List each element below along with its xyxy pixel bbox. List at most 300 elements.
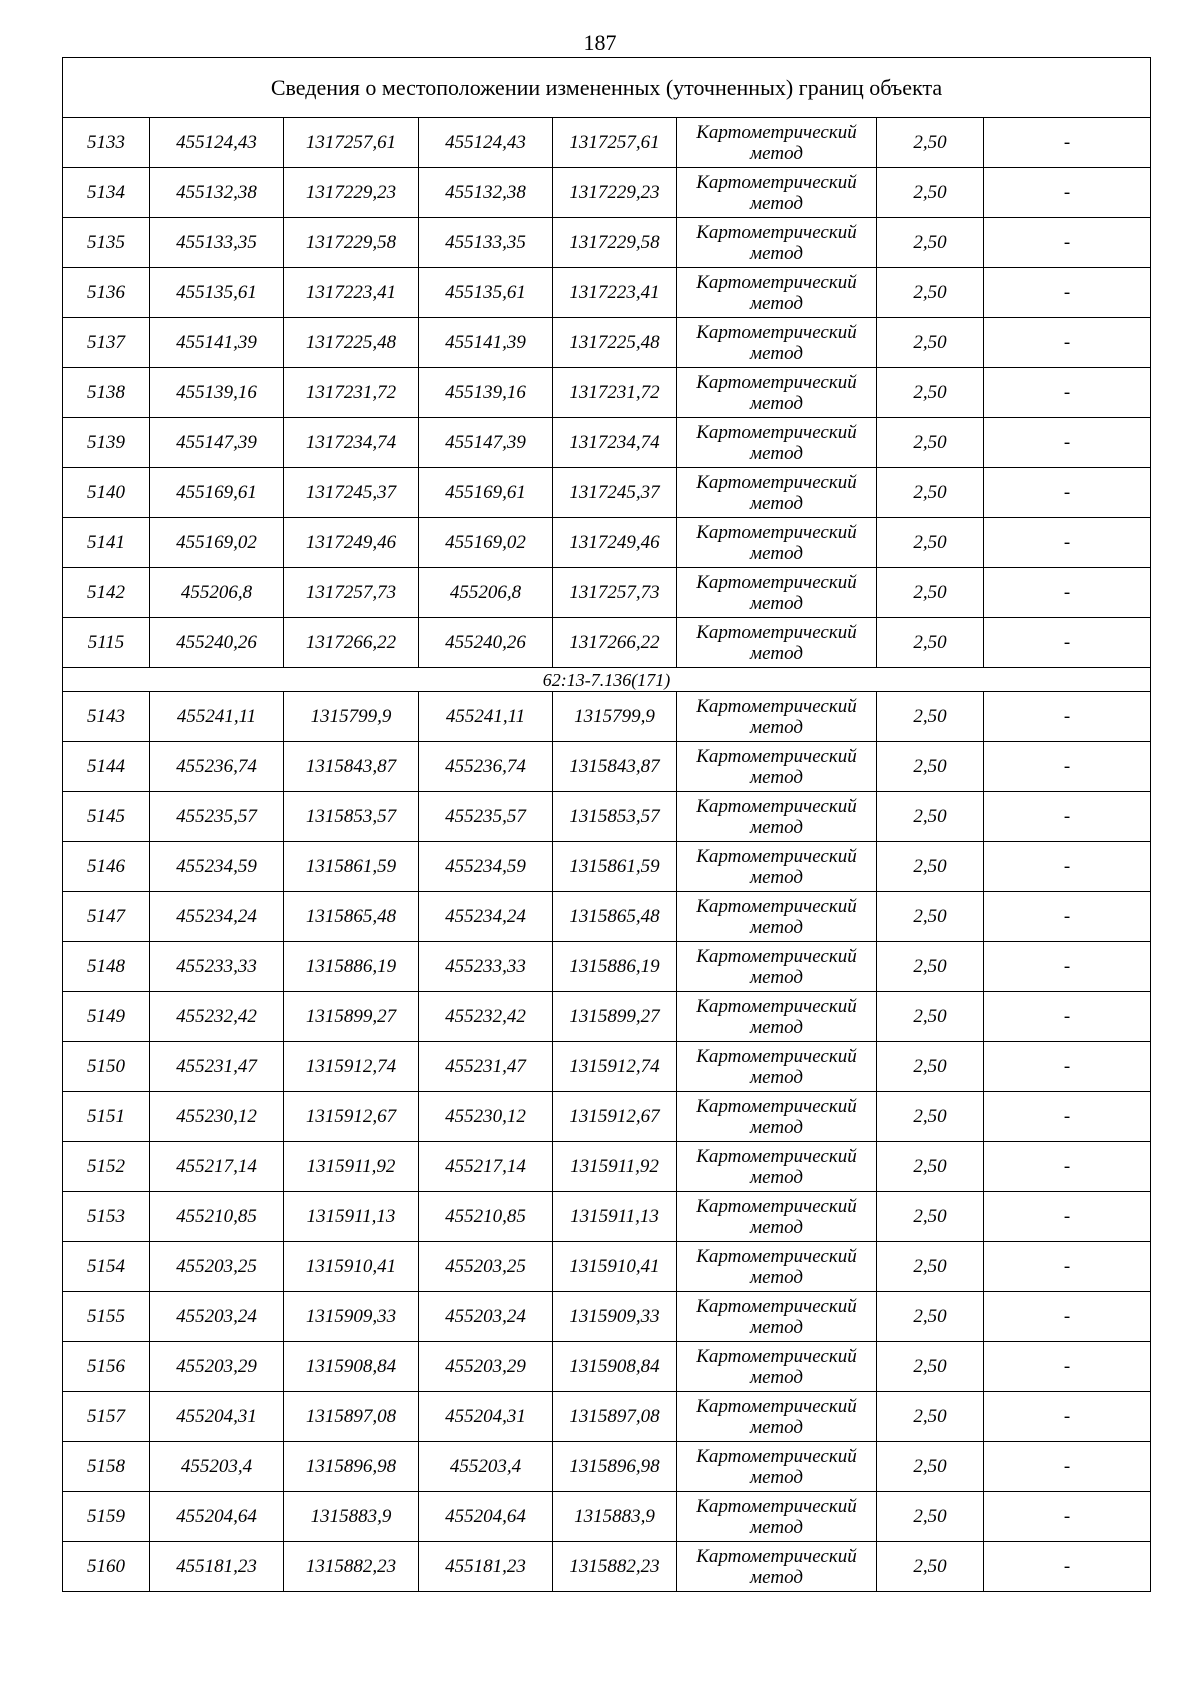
updated-x-cell: 455147,39 [419,418,553,468]
method-cell [677,318,877,368]
existing-y-cell: 1315899,27 [284,992,419,1042]
accuracy-cell: 2,50 [877,842,984,892]
note-cell: - [984,742,1151,792]
accuracy-cell: 2,50 [877,168,984,218]
method-line1: Картометрический [696,321,857,343]
method-cell [677,1042,877,1092]
accuracy-cell: 2,50 [877,692,984,742]
table-row [63,792,1151,842]
existing-x-cell: 455231,47 [150,1042,284,1092]
accuracy-cell: 2,50 [877,568,984,618]
point-number-cell: 5154 [63,1242,150,1292]
existing-x-cell: 455236,74 [150,742,284,792]
updated-y-cell: 1315910,41 [553,1242,677,1292]
updated-x-cell: 455203,4 [419,1442,553,1492]
accuracy-cell: 2,50 [877,1292,984,1342]
note-cell: - [984,892,1151,942]
method-line2: метод [750,1016,803,1038]
note-cell: - [984,168,1151,218]
updated-y-cell: 1315882,23 [553,1542,677,1592]
accuracy-cell: 2,50 [877,942,984,992]
existing-x-cell: 455132,38 [150,168,284,218]
note-cell: - [984,1142,1151,1192]
note-cell: - [984,1292,1151,1342]
updated-y-cell: 1315896,98 [553,1442,677,1492]
existing-x-cell: 455235,57 [150,792,284,842]
method-line1: Картометрический [696,1445,857,1467]
method-cell [677,368,877,418]
existing-y-cell: 1315912,67 [284,1092,419,1142]
existing-x-cell: 455203,4 [150,1442,284,1492]
updated-x-cell: 455232,42 [419,992,553,1042]
method-line1: Картометрический [696,271,857,293]
existing-y-cell: 1315853,57 [284,792,419,842]
updated-y-cell: 1315883,9 [553,1492,677,1542]
method-cell [677,1492,877,1542]
note-cell: - [984,692,1151,742]
table-row [63,1042,1151,1092]
existing-y-cell: 1315910,41 [284,1242,419,1292]
existing-y-cell: 1317266,22 [284,618,419,668]
updated-x-cell: 455234,59 [419,842,553,892]
existing-y-cell: 1315909,33 [284,1292,419,1342]
method-line2: метод [750,1066,803,1088]
note-cell: - [984,1442,1151,1492]
existing-x-cell: 455240,26 [150,618,284,668]
method-cell [677,1342,877,1392]
updated-y-cell: 1315911,13 [553,1192,677,1242]
point-number-cell: 5140 [63,468,150,518]
existing-x-cell: 455217,14 [150,1142,284,1192]
method-cell [677,1542,877,1592]
updated-x-cell: 455206,8 [419,568,553,618]
method-line2: метод [750,192,803,214]
point-number-cell: 5145 [63,792,150,842]
note-cell: - [984,468,1151,518]
accuracy-cell: 2,50 [877,1392,984,1442]
point-number-cell: 5153 [63,1192,150,1242]
method-cell [677,1442,877,1492]
updated-x-cell: 455240,26 [419,618,553,668]
accuracy-cell: 2,50 [877,518,984,568]
existing-x-cell: 455204,64 [150,1492,284,1542]
method-line2: метод [750,716,803,738]
existing-y-cell: 1317245,37 [284,468,419,518]
method-line1: Картометрический [696,521,857,543]
method-cell [677,1192,877,1242]
updated-x-cell: 455235,57 [419,792,553,842]
updated-x-cell: 455241,11 [419,692,553,742]
point-number-cell: 5150 [63,1042,150,1092]
method-line2: метод [750,642,803,664]
existing-y-cell: 1315886,19 [284,942,419,992]
method-line2: метод [750,916,803,938]
note-cell: - [984,1542,1151,1592]
updated-x-cell: 455132,38 [419,168,553,218]
method-cell [677,1392,877,1442]
table-row [63,1542,1151,1592]
table-row [63,468,1151,518]
method-cell [677,268,877,318]
updated-y-cell: 1315909,33 [553,1292,677,1342]
table-row [63,1242,1151,1292]
point-number-cell: 5152 [63,1142,150,1192]
note-cell: - [984,268,1151,318]
note-cell: - [984,618,1151,668]
method-line1: Картометрический [696,371,857,393]
method-line1: Картометрический [696,895,857,917]
existing-x-cell: 455141,39 [150,318,284,368]
updated-x-cell: 455236,74 [419,742,553,792]
updated-x-cell: 455204,64 [419,1492,553,1542]
note-cell: - [984,942,1151,992]
method-line2: метод [750,816,803,838]
method-line1: Картометрический [696,945,857,967]
point-number-cell: 5147 [63,892,150,942]
existing-x-cell: 455169,61 [150,468,284,518]
method-cell [677,468,877,518]
accuracy-cell: 2,50 [877,418,984,468]
method-cell [677,118,877,168]
note-cell: - [984,518,1151,568]
updated-y-cell: 1315911,92 [553,1142,677,1192]
existing-y-cell: 1317229,58 [284,218,419,268]
accuracy-cell: 2,50 [877,792,984,842]
table-row [63,168,1151,218]
point-number-cell: 5148 [63,942,150,992]
table-row [63,1092,1151,1142]
updated-x-cell: 455217,14 [419,1142,553,1192]
updated-y-cell: 1317257,61 [553,118,677,168]
method-cell [677,1142,877,1192]
method-cell [677,992,877,1042]
point-number-cell: 5156 [63,1342,150,1392]
existing-y-cell: 1315912,74 [284,1042,419,1092]
method-cell [677,168,877,218]
note-cell: - [984,1092,1151,1142]
method-line2: метод [750,242,803,264]
table-row [63,842,1151,892]
method-line2: метод [750,292,803,314]
existing-y-cell: 1315911,13 [284,1192,419,1242]
method-line2: метод [750,392,803,414]
section-cadastral-number: 62:13-7.136(171) [63,668,1151,692]
point-number-cell: 5137 [63,318,150,368]
updated-y-cell: 1317225,48 [553,318,677,368]
method-line1: Картометрический [696,795,857,817]
updated-x-cell: 455203,29 [419,1342,553,1392]
existing-x-cell: 455210,85 [150,1192,284,1242]
note-cell: - [984,792,1151,842]
note-cell: - [984,418,1151,468]
accuracy-cell: 2,50 [877,218,984,268]
updated-x-cell: 455203,24 [419,1292,553,1342]
method-line2: метод [750,866,803,888]
note-cell: - [984,1392,1151,1442]
method-line1: Картометрический [696,1195,857,1217]
method-line1: Картометрический [696,845,857,867]
method-cell [677,418,877,468]
method-line1: Картометрический [696,171,857,193]
updated-x-cell: 455233,33 [419,942,553,992]
table-row [63,992,1151,1042]
method-cell [677,792,877,842]
note-cell: - [984,1192,1151,1242]
updated-y-cell: 1315799,9 [553,692,677,742]
updated-x-cell: 455169,61 [419,468,553,518]
method-cell [677,1092,877,1142]
updated-x-cell: 455210,85 [419,1192,553,1242]
existing-x-cell: 455206,8 [150,568,284,618]
updated-x-cell: 455181,23 [419,1542,553,1592]
method-cell [677,568,877,618]
existing-y-cell: 1315883,9 [284,1492,419,1542]
table-row [63,1342,1151,1392]
updated-y-cell: 1317249,46 [553,518,677,568]
table-row [63,1292,1151,1342]
existing-x-cell: 455233,33 [150,942,284,992]
existing-y-cell: 1317234,74 [284,418,419,468]
table-row [63,1442,1151,1492]
method-line2: метод [750,1116,803,1138]
updated-x-cell: 455135,61 [419,268,553,318]
updated-y-cell: 1315853,57 [553,792,677,842]
existing-y-cell: 1315882,23 [284,1542,419,1592]
method-cell [677,618,877,668]
method-line1: Картометрический [696,221,857,243]
point-number-cell: 5136 [63,268,150,318]
accuracy-cell: 2,50 [877,368,984,418]
method-cell [677,218,877,268]
accuracy-cell: 2,50 [877,618,984,668]
existing-x-cell: 455203,24 [150,1292,284,1342]
updated-x-cell: 455141,39 [419,318,553,368]
point-number-cell: 5146 [63,842,150,892]
updated-y-cell: 1315865,48 [553,892,677,942]
updated-x-cell: 455231,47 [419,1042,553,1092]
updated-y-cell: 1315912,67 [553,1092,677,1142]
existing-y-cell: 1317257,61 [284,118,419,168]
accuracy-cell: 2,50 [877,1242,984,1292]
table-row [63,268,1151,318]
table-row [63,1492,1151,1542]
boundary-coordinates-table [62,57,1151,1592]
method-cell [677,1292,877,1342]
existing-y-cell: 1315843,87 [284,742,419,792]
existing-x-cell: 455135,61 [150,268,284,318]
method-cell [677,942,877,992]
point-number-cell: 5134 [63,168,150,218]
table-row [63,1192,1151,1242]
method-line1: Картометрический [696,1095,857,1117]
updated-y-cell: 1315899,27 [553,992,677,1042]
updated-y-cell: 1317223,41 [553,268,677,318]
note-cell: - [984,1492,1151,1542]
method-line2: метод [750,492,803,514]
existing-y-cell: 1317223,41 [284,268,419,318]
updated-x-cell: 455203,25 [419,1242,553,1292]
method-line1: Картометрический [696,571,857,593]
accuracy-cell: 2,50 [877,268,984,318]
updated-y-cell: 1317229,23 [553,168,677,218]
note-cell: - [984,118,1151,168]
method-line1: Картометрический [696,471,857,493]
point-number-cell: 5139 [63,418,150,468]
method-cell [677,692,877,742]
point-number-cell: 5141 [63,518,150,568]
method-cell [677,742,877,792]
updated-y-cell: 1315908,84 [553,1342,677,1392]
method-cell [677,892,877,942]
accuracy-cell: 2,50 [877,1092,984,1142]
method-line1: Картометрический [696,745,857,767]
method-cell [677,1242,877,1292]
table-row [63,218,1151,268]
updated-x-cell: 455139,16 [419,368,553,418]
table-row [63,118,1151,168]
accuracy-cell: 2,50 [877,1142,984,1192]
updated-y-cell: 1315861,59 [553,842,677,892]
note-cell: - [984,318,1151,368]
method-line2: метод [750,1266,803,1288]
table-row [63,418,1151,468]
table-row [63,318,1151,368]
method-line1: Картометрический [696,1145,857,1167]
page-number: 187 [583,30,617,55]
accuracy-cell: 2,50 [877,1442,984,1492]
table-row [63,1142,1151,1192]
updated-y-cell: 1317245,37 [553,468,677,518]
method-line1: Картометрический [696,121,857,143]
existing-x-cell: 455133,35 [150,218,284,268]
existing-y-cell: 1315896,98 [284,1442,419,1492]
point-number-cell: 5157 [63,1392,150,1442]
table-row [63,1392,1151,1442]
existing-x-cell: 455203,25 [150,1242,284,1292]
table-row [63,742,1151,792]
method-line1: Картометрический [696,1245,857,1267]
method-line2: метод [750,1566,803,1588]
table-title: Сведения о местоположении измененных (уточненных) границ объекта [63,58,1151,118]
existing-x-cell: 455234,24 [150,892,284,942]
accuracy-cell: 2,50 [877,1492,984,1542]
accuracy-cell: 2,50 [877,1342,984,1392]
existing-x-cell: 455204,31 [150,1392,284,1442]
table-body [63,58,1151,1592]
method-line2: метод [750,542,803,564]
accuracy-cell: 2,50 [877,892,984,942]
point-number-cell: 5135 [63,218,150,268]
point-number-cell: 5144 [63,742,150,792]
updated-y-cell: 1315843,87 [553,742,677,792]
existing-x-cell: 455124,43 [150,118,284,168]
method-line2: метод [750,142,803,164]
method-line1: Картометрический [696,1545,857,1567]
table-row [63,618,1151,668]
updated-y-cell: 1317266,22 [553,618,677,668]
method-line1: Картометрический [696,1345,857,1367]
existing-y-cell: 1317257,73 [284,568,419,618]
accuracy-cell: 2,50 [877,992,984,1042]
existing-y-cell: 1315861,59 [284,842,419,892]
table-row [63,892,1151,942]
updated-y-cell: 1317257,73 [553,568,677,618]
method-line2: метод [750,1516,803,1538]
existing-x-cell: 455147,39 [150,418,284,468]
accuracy-cell: 2,50 [877,1192,984,1242]
table-row [63,692,1151,742]
note-cell: - [984,1042,1151,1092]
existing-y-cell: 1317229,23 [284,168,419,218]
existing-y-cell: 1315911,92 [284,1142,419,1192]
accuracy-cell: 2,50 [877,1042,984,1092]
method-line1: Картометрический [696,1395,857,1417]
existing-x-cell: 455230,12 [150,1092,284,1142]
accuracy-cell: 2,50 [877,118,984,168]
method-line1: Картометрический [696,695,857,717]
method-cell [677,842,877,892]
table-row [63,368,1151,418]
method-line1: Картометрический [696,1495,857,1517]
point-number-cell: 5149 [63,992,150,1042]
existing-y-cell: 1317231,72 [284,368,419,418]
updated-x-cell: 455234,24 [419,892,553,942]
method-line2: метод [750,1216,803,1238]
existing-x-cell: 455203,29 [150,1342,284,1392]
updated-x-cell: 455169,02 [419,518,553,568]
method-line1: Картометрический [696,1295,857,1317]
existing-x-cell: 455232,42 [150,992,284,1042]
point-number-cell: 5159 [63,1492,150,1542]
method-line1: Картометрический [696,621,857,643]
method-line2: метод [750,766,803,788]
method-line2: метод [750,1316,803,1338]
existing-y-cell: 1317249,46 [284,518,419,568]
section-header-row [63,668,1151,692]
method-line2: метод [750,342,803,364]
point-number-cell: 5115 [63,618,150,668]
method-line2: метод [750,592,803,614]
point-number-cell: 5155 [63,1292,150,1342]
method-cell [677,518,877,568]
existing-x-cell: 455234,59 [150,842,284,892]
accuracy-cell: 2,50 [877,318,984,368]
note-cell: - [984,368,1151,418]
method-line2: метод [750,1466,803,1488]
accuracy-cell: 2,50 [877,1542,984,1592]
method-line1: Картометрический [696,1045,857,1067]
point-number-cell: 5160 [63,1542,150,1592]
updated-x-cell: 455230,12 [419,1092,553,1142]
existing-y-cell: 1315897,08 [284,1392,419,1442]
point-number-cell: 5158 [63,1442,150,1492]
method-line2: метод [750,1416,803,1438]
point-number-cell: 5138 [63,368,150,418]
point-number-cell: 5142 [63,568,150,618]
note-cell: - [984,218,1151,268]
updated-x-cell: 455133,35 [419,218,553,268]
table-title-row [63,58,1151,118]
updated-y-cell: 1317231,72 [553,368,677,418]
note-cell: - [984,568,1151,618]
updated-y-cell: 1315886,19 [553,942,677,992]
method-line2: метод [750,1166,803,1188]
note-cell: - [984,1342,1151,1392]
method-line2: метод [750,442,803,464]
existing-x-cell: 455139,16 [150,368,284,418]
table-row [63,518,1151,568]
existing-y-cell: 1315908,84 [284,1342,419,1392]
